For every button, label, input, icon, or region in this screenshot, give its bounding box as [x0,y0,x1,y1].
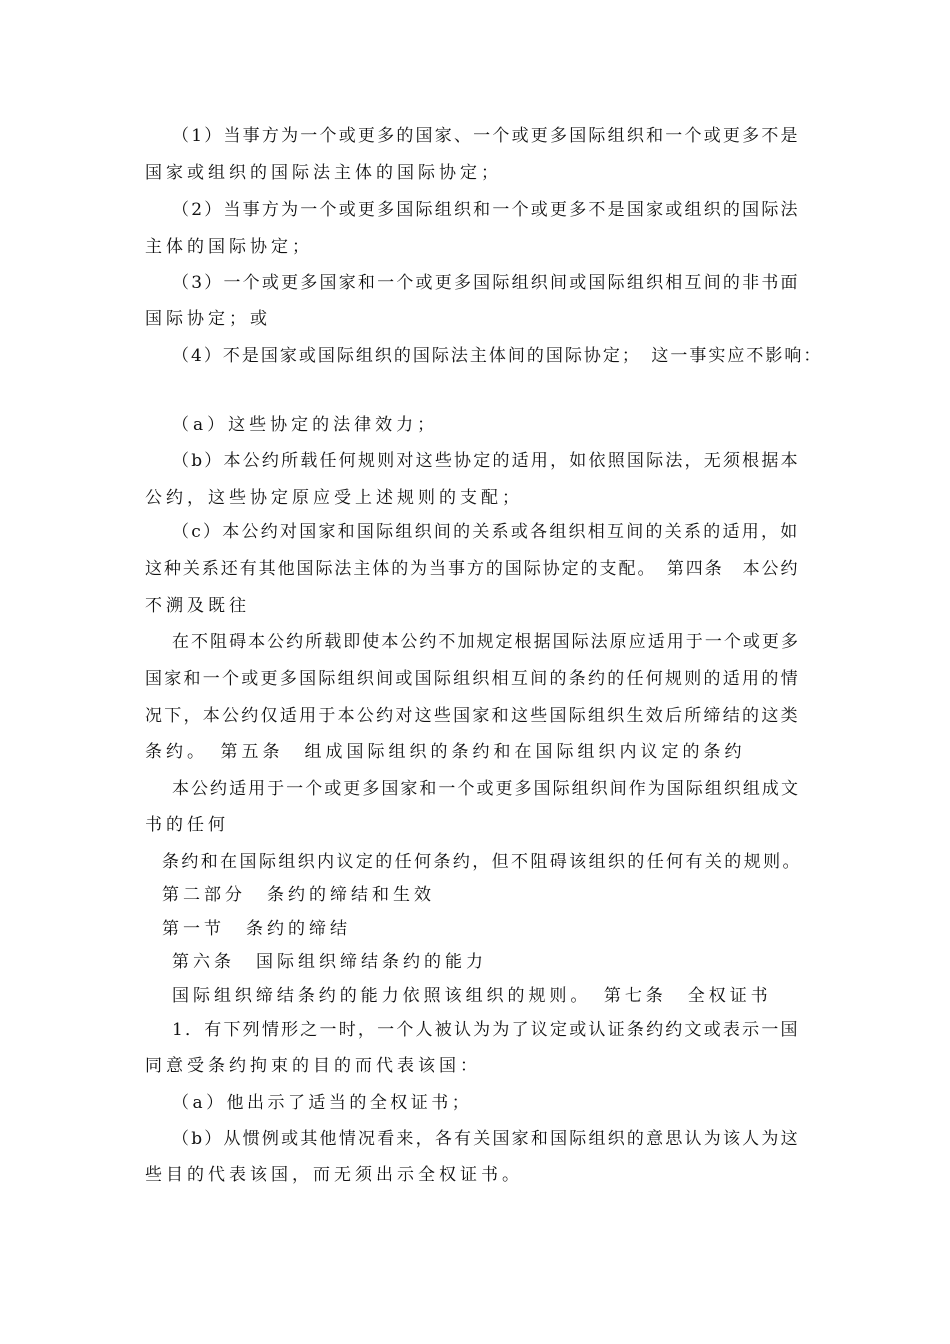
text-line: （c）本公约对国家和国际组织间的关系或各组织相互间的关系的适用，如 [172,522,800,542]
text-line: （2）当事方为一个或更多国际组织和一个或更多不是国家或组织的国际法 [172,200,800,220]
text-line: 书的任何 [145,815,229,835]
text-line: 同意受条约拘束的目的而代表该国： [145,1056,481,1076]
text-line: 本公约适用于一个或更多国家和一个或更多国际组织间作为国际组织组成文 [172,779,800,799]
text-line: （4）不是国家或国际组织的国际法主体间的国际协定； 这一事实应不影响： [172,346,823,366]
text-line: 国际组织缔结条约的能力依照该组织的规则。 第七条 全权证书 [172,986,772,1006]
text-line: 国家和一个或更多国际组织间或国际组织相互间的条约的任何规则的适用的情 [145,669,800,689]
text-line: 第二部分 条约的缔结和生效 [162,885,435,905]
text-line: 国际协定；或 [145,309,271,329]
text-line: （a）这些协定的法律效力； [172,415,439,435]
text-line: 主体的国际协定； [145,237,313,257]
text-line: （1）当事方为一个或更多的国家、一个或更多国际组织和一个或更多不是 [172,126,800,146]
text-line: （b）从惯例或其他情况看来，各有关国家和国际组织的意思认为该人为这 [172,1129,800,1149]
text-line: 公约，这些协定原应受上述规则的支配； [145,488,523,508]
text-line: 在不阻碍本公约所载即使本公约不加规定根据国际法原应适用于一个或更多 [172,632,800,652]
text-line: 第一节 条约的缔结 [162,919,351,939]
text-line: 况下，本公约仅适用于本公约对这些国家和这些国际组织生效后所缔结的这类 [145,706,800,726]
text-line: 条约和在国际组织内议定的任何条约，但不阻碍该组织的任何有关的规则。 [162,852,802,872]
text-line: 不溯及既往 [145,596,250,616]
text-line: 1．有下列情形之一时，一个人被认为为了议定或认证条约约文或表示一国 [172,1020,800,1040]
text-line: （b）本公约所载任何规则对这些协定的适用，如依照国际法，无须根据本 [172,451,800,471]
text-line: 第六条 国际组织缔结条约的能力 [172,952,487,972]
text-line: （a）他出示了适当的全权证书； [172,1093,473,1113]
text-line: 些目的代表该国，而无须出示全权证书。 [145,1165,523,1185]
text-line: 这种关系还有其他国际法主体的为当事方的国际协定的支配。 第四条 本公约 [145,559,800,579]
text-line: 条约。 第五条 组成国际组织的条约和在国际组织内议定的条约 [145,742,746,762]
text-line: （3）一个或更多国家和一个或更多国际组织间或国际组织相互间的非书面 [172,273,800,293]
text-line: 国家或组织的国际法主体的国际协定； [145,163,502,183]
